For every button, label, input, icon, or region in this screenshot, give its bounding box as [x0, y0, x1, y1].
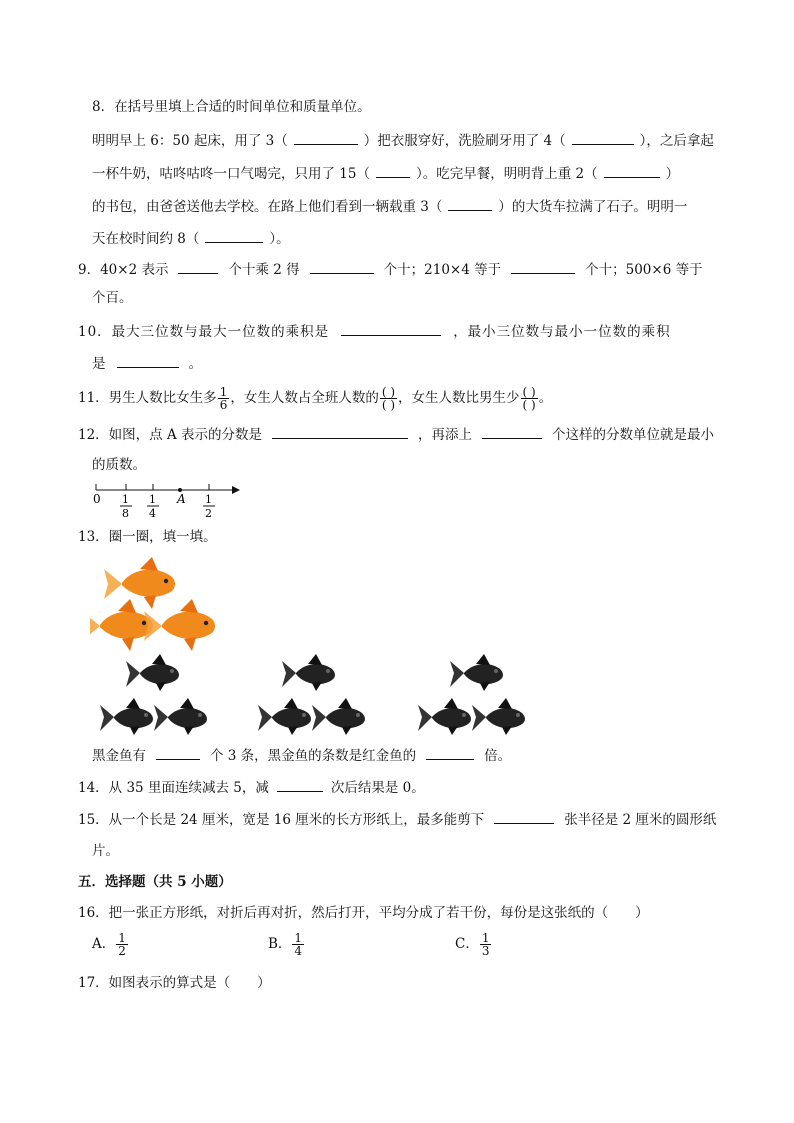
- q8-text: ）: [665, 166, 680, 182]
- q11-text: 11．男生人数比女生多: [78, 390, 217, 406]
- q9-text: 个十；500×6 等于: [585, 262, 703, 278]
- q11-text: ，女生人数比男生少: [398, 390, 520, 406]
- q10-line1: [78, 321, 671, 342]
- black-goldfish: [100, 698, 153, 735]
- q9-text: 个十乘 2 得: [228, 262, 300, 278]
- fraction-blank[interactable]: [380, 386, 397, 411]
- red-goldfish: [104, 557, 175, 609]
- q9-text: 个十；210×4 等于: [383, 262, 502, 278]
- q15-line1: [78, 809, 716, 830]
- option-b[interactable]: [268, 932, 305, 957]
- q11-text: 。: [538, 390, 553, 406]
- answer-blank[interactable]: [178, 259, 218, 274]
- tick-num: 1: [149, 493, 156, 506]
- q8-line1: [92, 130, 714, 151]
- q15-text: 15．从一个长是 24 厘米，宽是 16 厘米的长方形纸上，最多能剪下: [78, 812, 485, 828]
- answer-blank[interactable]: [482, 424, 542, 439]
- option-c[interactable]: [455, 932, 492, 957]
- q11-line: [78, 384, 552, 412]
- answer-blank[interactable]: [205, 228, 263, 243]
- fraction: [116, 932, 128, 957]
- q10-text: ，最小三位数与最小一位数的乘积: [453, 324, 671, 340]
- q8-text: ）的大货车拉满了石子。明明一: [498, 199, 688, 215]
- tick-den: 2: [205, 507, 212, 520]
- answer-blank[interactable]: [277, 777, 323, 792]
- denominator: 4: [294, 944, 303, 958]
- q8-text: 明明早上 6：50 起床，用了 3（: [92, 133, 288, 149]
- answer-blank[interactable]: [310, 259, 374, 274]
- point-label: A: [177, 492, 186, 506]
- q14-line: [78, 777, 425, 798]
- answer-blank[interactable]: [426, 745, 474, 760]
- numerator: 1: [294, 931, 303, 945]
- q15-text: 张半径是 2 厘米的圆形纸: [564, 812, 717, 828]
- black-goldfish: [472, 698, 525, 735]
- option-a[interactable]: [92, 932, 129, 957]
- q10-line2: [92, 353, 203, 374]
- option-label: C．: [455, 936, 479, 952]
- option-label: B．: [268, 936, 292, 952]
- denominator: 6: [219, 398, 228, 412]
- q9-text: 9．40×2 表示: [78, 262, 169, 278]
- answer-blank[interactable]: [117, 353, 179, 368]
- tick-label: 0: [93, 492, 101, 506]
- numerator: 1: [219, 385, 228, 399]
- fraction: [218, 386, 230, 411]
- answer-blank[interactable]: [572, 130, 634, 145]
- q12-text: 的质数。: [92, 457, 146, 473]
- answer-blank[interactable]: [511, 259, 575, 274]
- q13-answer-line: [92, 745, 511, 766]
- red-goldfish: [144, 599, 215, 651]
- q15-text: 片。: [92, 843, 119, 859]
- number-line: [88, 480, 248, 524]
- q13-text: 黑金鱼有: [92, 748, 146, 764]
- answer-blank[interactable]: [376, 163, 410, 178]
- answer-blank[interactable]: [272, 424, 408, 439]
- q8-text: ）把衣服穿好，洗脸刷牙用了 4（: [363, 133, 566, 149]
- black-goldfish: [126, 654, 179, 691]
- denominator: 3: [481, 944, 490, 958]
- q12-text: 12．如图，点 A 表示的分数是: [78, 427, 263, 443]
- q8-line4: [92, 228, 290, 249]
- fraction: [292, 932, 304, 957]
- black-goldfish: [450, 654, 503, 691]
- q10-text: 10．最大三位数与最大一位数的乘积是: [78, 324, 330, 340]
- q10-text: 。: [188, 356, 203, 372]
- tick-num: 1: [122, 493, 129, 506]
- q16-stem: 16．把一张正方形纸，对折后再对折，然后打开，平均分成了若干份，每份是这张纸的（ ）: [78, 905, 649, 921]
- q8-text: ）。吃完早餐，明明背上重 2（: [415, 166, 598, 182]
- q8-line2: [92, 163, 679, 184]
- answer-blank[interactable]: [156, 745, 200, 760]
- q8-text: ），之后拿起: [639, 133, 714, 149]
- q14-text: 次后结果是 0。: [330, 780, 425, 796]
- answer-blank[interactable]: [341, 321, 441, 336]
- q17-stem: 17．如图表示的算式是（ ）: [78, 975, 271, 991]
- option-label: A．: [92, 936, 116, 952]
- q12-text: ，再添上: [418, 427, 473, 443]
- q8-title: 8．在括号里填上合适的时间单位和质量单位。: [92, 99, 371, 115]
- q13-text: 倍。: [484, 748, 512, 764]
- fraction: [480, 932, 492, 957]
- q8-text: 天在校时间约 8（: [92, 231, 200, 247]
- denominator: ( ): [381, 398, 396, 412]
- q13-title: 13．圈一圈，填一填。: [78, 529, 217, 545]
- q12-text: 个这样的分数单位就是最小: [552, 427, 715, 443]
- q8-line3: [92, 196, 687, 217]
- q12-line1: [78, 424, 714, 445]
- black-goldfish: [418, 698, 471, 735]
- q8-text: 一杯牛奶，咕咚咕咚一口气喝完，只用了 15（: [92, 166, 370, 182]
- q11-text: ，女生人数占全班人数的: [230, 390, 379, 406]
- fish-illustration: [90, 555, 530, 735]
- numerator: ( ): [381, 385, 396, 399]
- black-goldfish: [258, 698, 311, 735]
- section-heading: 五．选择题（共 5 小题）: [78, 874, 232, 890]
- numerator: 1: [481, 931, 490, 945]
- fraction-blank[interactable]: [521, 386, 538, 411]
- denominator: 2: [118, 944, 126, 958]
- answer-blank[interactable]: [294, 130, 358, 145]
- numerator: ( ): [522, 385, 536, 399]
- red-goldfish: [90, 599, 153, 651]
- q8-text: ）。: [269, 231, 290, 247]
- tick-den: 8: [122, 507, 129, 520]
- tick-num: 1: [205, 493, 212, 506]
- numerator: 1: [118, 931, 126, 945]
- q10-text: 是: [92, 356, 107, 372]
- q14-text: 14．从 35 里面连续减去 5，减: [78, 780, 269, 796]
- q9-text: 个百。: [92, 290, 133, 306]
- q13-text: 个 3 条，黑金鱼的条数是红金鱼的: [210, 748, 417, 764]
- answer-blank[interactable]: [448, 196, 492, 211]
- black-goldfish: [154, 698, 207, 735]
- q8-text: 的书包，由爸爸送他去学校。在路上他们看到一辆载重 3（: [92, 199, 443, 215]
- tick-den: 4: [149, 507, 156, 520]
- q9-line1: [78, 259, 703, 280]
- black-goldfish: [312, 698, 365, 735]
- answer-blank[interactable]: [604, 163, 660, 178]
- arrow-icon: [232, 486, 240, 494]
- black-goldfish: [282, 654, 335, 691]
- denominator: ( ): [522, 398, 536, 412]
- answer-blank[interactable]: [494, 809, 554, 824]
